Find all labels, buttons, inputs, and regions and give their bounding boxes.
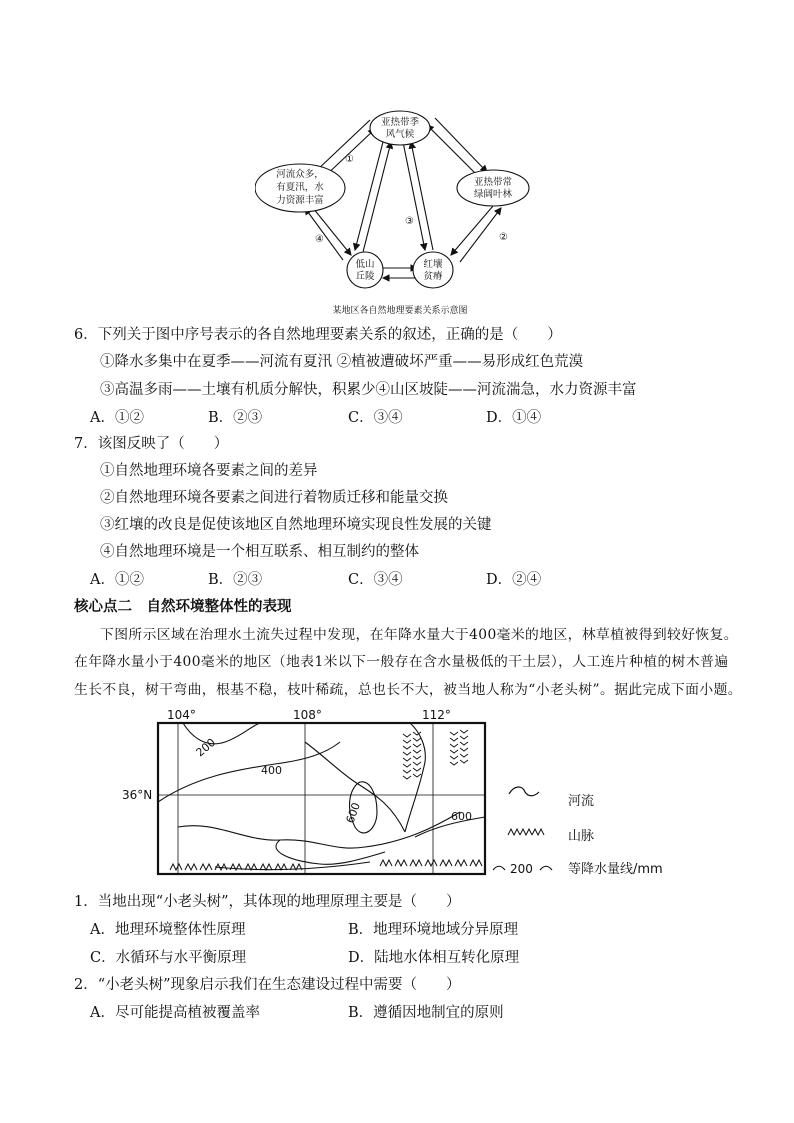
q6-option-c[interactable]: C．③④ bbox=[348, 410, 403, 426]
map-legend bbox=[493, 787, 663, 877]
q7-item-4: ④自然地理环境是一个相互联系、相互制约的整体 bbox=[100, 544, 419, 560]
q7-option-b[interactable]: B．②③ bbox=[208, 572, 263, 588]
relationship-diagram bbox=[255, 100, 545, 320]
svg-text:红壤: 红壤 bbox=[423, 259, 443, 270]
svg-text:600: 600 bbox=[451, 810, 472, 823]
svg-text:200: 200 bbox=[193, 735, 219, 760]
q7-item-3: ③红壤的改良是促使该地区自然地理环境实现良性发展的关键 bbox=[100, 517, 492, 533]
q6-option-d[interactable]: D．①④ bbox=[486, 410, 542, 426]
svg-text:108°: 108° bbox=[293, 708, 322, 722]
svg-text:104°: 104° bbox=[167, 708, 196, 722]
svg-text:河流众多，: 河流众多， bbox=[276, 169, 324, 180]
q1-option-c[interactable]: C．水循环与水平衡原理 bbox=[90, 950, 247, 966]
svg-text:112°: 112° bbox=[422, 708, 451, 722]
node-forest bbox=[457, 170, 529, 206]
svg-text:36°N: 36°N bbox=[122, 788, 153, 802]
q6-stem: 6．下列关于图中序号表示的各自然地理要素关系的叙述，正确的是（ ） bbox=[74, 327, 562, 343]
svg-text:④: ④ bbox=[315, 234, 324, 245]
q7-option-d[interactable]: D．②④ bbox=[486, 572, 542, 588]
section-para-line1: 下图所示区域在治理水土流失过程中发现，在年降水量大于400毫米的地区，林草植被得到较好恢复。 bbox=[100, 627, 738, 643]
svg-text:600: 600 bbox=[343, 800, 364, 826]
q7-stem: 7．该图反映了（ ） bbox=[74, 436, 229, 452]
legend-river-symbol bbox=[509, 787, 539, 796]
legend-river-label: 河流 bbox=[568, 794, 595, 809]
q2-option-a[interactable]: A．尽可能提高植被覆盖率 bbox=[90, 1005, 260, 1021]
legend-isoline-label: 等降水量线/mm bbox=[568, 862, 663, 877]
q7-option-c[interactable]: C．③④ bbox=[348, 572, 403, 588]
q1-option-b[interactable]: B．地理环境地域分异原理 bbox=[348, 922, 519, 938]
svg-text:亚热带常: 亚热带常 bbox=[473, 177, 513, 188]
diagram-caption: 某地区各自然地理要素关系示意图 bbox=[332, 306, 468, 316]
q6-option-a[interactable]: A．①② bbox=[90, 410, 144, 426]
q6-option-b[interactable]: B．②③ bbox=[208, 410, 263, 426]
svg-text:②: ② bbox=[499, 232, 508, 243]
section-para-line3: 生长不良，树干弯曲，根基不稳，枝叶稀疏，总也长不大，被当地人称为“小老头树”。据此完成下面小题。 bbox=[74, 682, 742, 698]
q6-line2: ③高温多雨——土壤有机质分解快，积累少④山区坡陡——河流湍急，水力资源丰富 bbox=[100, 382, 637, 398]
section-title: 核心点二 自然环境整体性的表现 bbox=[74, 598, 292, 615]
svg-text:低山: 低山 bbox=[355, 259, 375, 270]
legend-mountain-label: 山脉 bbox=[568, 829, 595, 844]
q2-option-b[interactable]: B．遵循因地制宜的原则 bbox=[348, 1005, 504, 1021]
legend-isoline-value: 200 bbox=[510, 862, 533, 876]
svg-text:风气候: 风气候 bbox=[385, 129, 415, 140]
precipitation-map bbox=[115, 702, 705, 880]
svg-text:丘陵: 丘陵 bbox=[355, 271, 375, 282]
q6-line1: ①降水多集中在夏季——河流有夏汛 ②植被遭破坏严重——易形成红色荒漠 bbox=[100, 354, 584, 370]
q7-item-1: ①自然地理环境各要素之间的差异 bbox=[100, 463, 318, 479]
node-soil bbox=[413, 252, 453, 288]
svg-text:有夏汛，水: 有夏汛，水 bbox=[276, 182, 324, 193]
svg-text:③: ③ bbox=[405, 216, 414, 227]
legend-mountain-symbol bbox=[508, 829, 544, 835]
node-hills bbox=[347, 252, 383, 288]
svg-text:力资源丰富: 力资源丰富 bbox=[276, 195, 324, 206]
svg-text:亚热带季: 亚热带季 bbox=[380, 117, 420, 128]
section-para-line2: 在年降水量小于400毫米的地区（地表1米以下一般存在含水量极低的干土层），人工连片种植的树木普遍 bbox=[74, 654, 729, 670]
svg-text:①: ① bbox=[345, 154, 354, 165]
svg-text:贫瘠: 贫瘠 bbox=[423, 271, 443, 282]
svg-text:绿阔叶林: 绿阔叶林 bbox=[473, 189, 513, 200]
q1-option-d[interactable]: D．陆地水体相互转化原理 bbox=[348, 950, 520, 966]
svg-text:400: 400 bbox=[261, 764, 282, 777]
q7-item-2: ②自然地理环境各要素之间进行着物质迁移和能量交换 bbox=[100, 490, 448, 506]
q1-option-a[interactable]: A．地理环境整体性原理 bbox=[90, 922, 246, 938]
q2-stem: 2．“小老头树”现象启示我们在生态建设过程中需要（ ） bbox=[74, 977, 461, 993]
q7-option-a[interactable]: A．①② bbox=[90, 572, 144, 588]
q1-stem: 1．当地出现“小老头树”，其体现的地理原理主要是（ ） bbox=[74, 894, 461, 910]
